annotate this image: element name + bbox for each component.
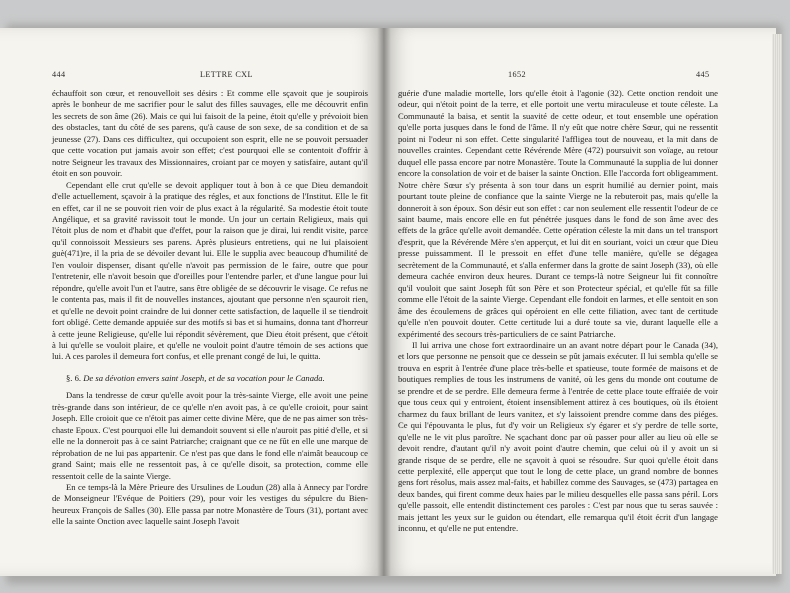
- section-heading: [52, 373, 368, 384]
- left-running-title: LETTRE CXL: [200, 70, 253, 79]
- book-gutter: [377, 28, 391, 576]
- left-body-text: [52, 88, 368, 528]
- paragraph: Il lui arriva une chose fort extraordinaire un an avant notre départ pour le Canada (34), et lors que personne ne pensoit que ce dessein se pût jamais exécuter. Il lui sembla qu'elle se trouva en esprit à l'entrée d'une place très-belle et spatieuse, toute formée de maisons et de boutiques remplies de tous les instrumens de vanité, où les gens du monde ont coutume de se prendre et de se perdre. Elle demeura ferme à l'entrée de cette place toute effraiée de voir que tous ceux qui y entroient, étoient insensiblement attirez à ces boutiques, où ils étoient charmez du faux brillant de leurs vanitez, et s'y laissoient prendre comme dans des piéges. Ce qui l'épouvanta le plus, fut d'y voir un Religieux s'y égarer et s'y perdre de telle sorte, qu'elle ne le vit plus paroître. Ne sçachant donc par où passer pour aller au lieu où elle se devoit rendre, d'autant qu'il n'y avoit point d'autre chemin, que celui où il y avoit un si grande risque de se perdre, elle ne sçavoit à quoi se résoudre. Sur quoi qu'elle étoit dans cette perplexité, elle apperçut que tout le long de cette place, un grand nombre de bonnes gens fort résolus, mais assez mal-faits, et habillez comme des Sauvages, se (473) partagea en deux bandes, qui firent comme deux haies par le milieu desquelles elle passa sans péril. Lors qu'elle passoit, elle entendit distinctement ces paroles : C'est par nous que tu seras sauvée : mais jettant les yeux sur le guidon ou étendart, elle remarqua qu'il étoit écrit d'un langage inconnu, et qu'elle ne put entendre.: [398, 339, 718, 534]
- right-page-number: 445: [696, 70, 710, 79]
- right-body-text: [398, 88, 718, 535]
- paragraph: Dans la tendresse de cœur qu'elle avoit pour la très-sainte Vierge, elle avoit une peine très-grande dans son intérieur, de ce qu'elle n'en avoit pas, à ce qu'elle croioit, pour saint Joseph. Elle croioit que ce n'étoit pas aimer cette divine Mère, que de ne pas aimer son très-chaste Epoux. C'est pourquoi elle lui demandoit souvent si elle n'auroit pas pitié d'elle, et si elle ne la donneroit pas à ce saint Patriarche; craignant que ce ne fût en elle une marque de réprobation de ne lui pas appartenir. Ce n'est pas que dans le fond elle n'aimât beaucoup ce grand Saint; mais elle ne ressentoit pas, à ce qu'elle disoit, sa protection, comme elle ressentoit celle de la sainte Vierge.: [52, 390, 368, 481]
- paragraph: Cependant elle crut qu'elle se devoit appliquer tout à bon à ce que Dieu demandoit d'elle actuellement, sçavoir à la pratique des régles, et aux fonctions de l'Institut. Elle le fit en effet, car il ne se pouvoit rien voir de plus exact à la régularité. Sa modestie étoit toute Angélique, et sa gravité ravissoit tout le monde. Un jour un certain Religieux, mais qui l'étoit plus de nom et d'habit que d'effet, pour la raison que je dirai, lui rendit visite, parce qu'il connoissoit Messieurs ses parens. Après plusieurs entretiens, qui ne lui plaisoient guè(471)re, il la pria de se dévoiler devant lui. Elle le supplia avec beaucoup d'humilité de l'en vouloir dispenser, disant qu'elle n'avoit pas permission de le faire, outre que pour l'entretenir, elle n'avoit besoin que d'oreilles pour l'entendre parler, et d'une langue pour lui répondre, qu'elle avoit l'un et l'autre, sans être obligée de se découvrir le visage. Ce refus ne le contenta pas, mais il fit de nouvelles instances, ajoutant que personne n'en sçauroit rien, et qu'elle ne devoit point craindre de lui donner cette satisfaction, de laquelle il se tiendroit fort obligé. Cette demande appuiée sur des motifs si bas et si humains, donna tant d'horreur à cette jeune Religieuse, qu'elle lui répondit sévèrement, que Dieu étoit présent, que c'étoit à lui qu'elle se vouloit plaire, et qu'elle ne vouloit point d'autre témoin de ses actions que lui. A ces paroles il demeura fort confus, et elle prenant congé de lui, le quitta.: [52, 179, 368, 362]
- right-running-title: 1652: [508, 70, 526, 79]
- left-page-number: 444: [52, 70, 66, 79]
- page-edges: [772, 34, 782, 574]
- paragraph: guérie d'une maladie mortelle, lors qu'elle étoit à l'agonie (32). Cette onction rendoit une odeur, qui n'étoit point de la terre, et elle portoit une vertu miraculeuse et toute céleste. La Communauté la baisa, et sentit la suavité de cette odeur, et tout ensemble une opération qu'elle porta jusques dans le fond de l'âme. Il n'y eût que notre chère Sœur, qui ne ressentit point ni l'odeur ni son effet. Cette singularité l'affligea tout de nouveau, et la mit dans de nouvelles craintes. Cependant cette Révérende Mère (472) poursuivit son voïage, au retour duquel elle passa encore par notre Monastère. Toute la Communauté la supplia de lui donner encore la consolation de voir et de baiser la sainte Onction. Elle l'accorda fort obligeamment. Notre chère Sœur s'y présenta à son tour dans un esprit humilié au dernier point, mais pourtant toute pleine de confiance que la sainte Vierge ne la rebuteroit pas, mais qu'elle la donneroit à son époux. Son désir eut son effet : car non seulement elle ressentit l'odeur de ce saint baume, mais encore elle en fut pénétrée jusques dans le fond de son âme avec des effets de la grâce qu'elle avoit demandée. Cette opération céleste la mit dans un tel transport d'esprit, que la Révérende Mère s'en apperçut, et lui dit en souriant, voici un cœur que Dieu presse puissamment. Il le pressoit en effet d'une telle manière, qu'elle se dégagea secrètement de la Communauté, et s'alla enfermer dans la grotte de saint Joseph (33), où elle demeura cachée environ deux heures. Durant ce temps-là notre Seigneur lui fit connoître qu'il vouloit que saint Joseph fût son Père et son Protecteur spécial, et qu'elle fût sa fille comme elle l'étoit de la sainte Vierge. Cependant elle fondoit en larmes, et elle sentoit en son âme des écoulemens de grâces qui opéroient en elle cette filiation, avec tant de certitude qu'elle n'en pouvoit douter. Cette certitude lui a duré toute sa vie, durant laquelle elle a expérimenté des secours très-particuliers de ce saint Patriarche.: [398, 88, 718, 339]
- paragraph: En ce temps-là la Mère Prieure des Ursulines de Loudun (28) alla à Annecy par l'ordre de Monseigneur l'Evéque de Poitiers (29), pour voir les vestiges du sépulcre du Bien-heureux François de Salles (30). Elle passa par notre Monastère de Tours (31), portant avec elle la sainte Onction avec laquelle saint Joseph l'avoit: [52, 481, 368, 527]
- left-page: [0, 28, 383, 576]
- section-title: De sa dévotion envers saint Joseph, et de sa vocation pour le Canada.: [83, 372, 325, 383]
- section-number: §. 6.: [66, 372, 82, 383]
- right-page: [383, 28, 776, 576]
- paragraph: échauffoit son cœur, et renouvelloit ses désirs : Et comme elle sçavoit que je soupirois après le bonheur de me sacrifier pour le salut des filles sauvages, elle me découvrit enfin les secrets de son âme (26). Mais ce qui lui faisoit de la peine, étoit qu'elle y prévoioit bien des obstacles, tant du côté de ses parens, qu'à cause de son sexe, de sa condition et de sa jeunesse (27). Dans ces difficultez, qui occupoient son esprit, elle ne se pouvoit persuader que cette vocation put jamais avoir son effet; c'est pourquoi elle se contentoit d'offrir à notre Seigneur les travaux des Missionnaires, croiant par ce moyen y satisfaire, autant qu'il étoit en son pouvoir.: [52, 88, 368, 179]
